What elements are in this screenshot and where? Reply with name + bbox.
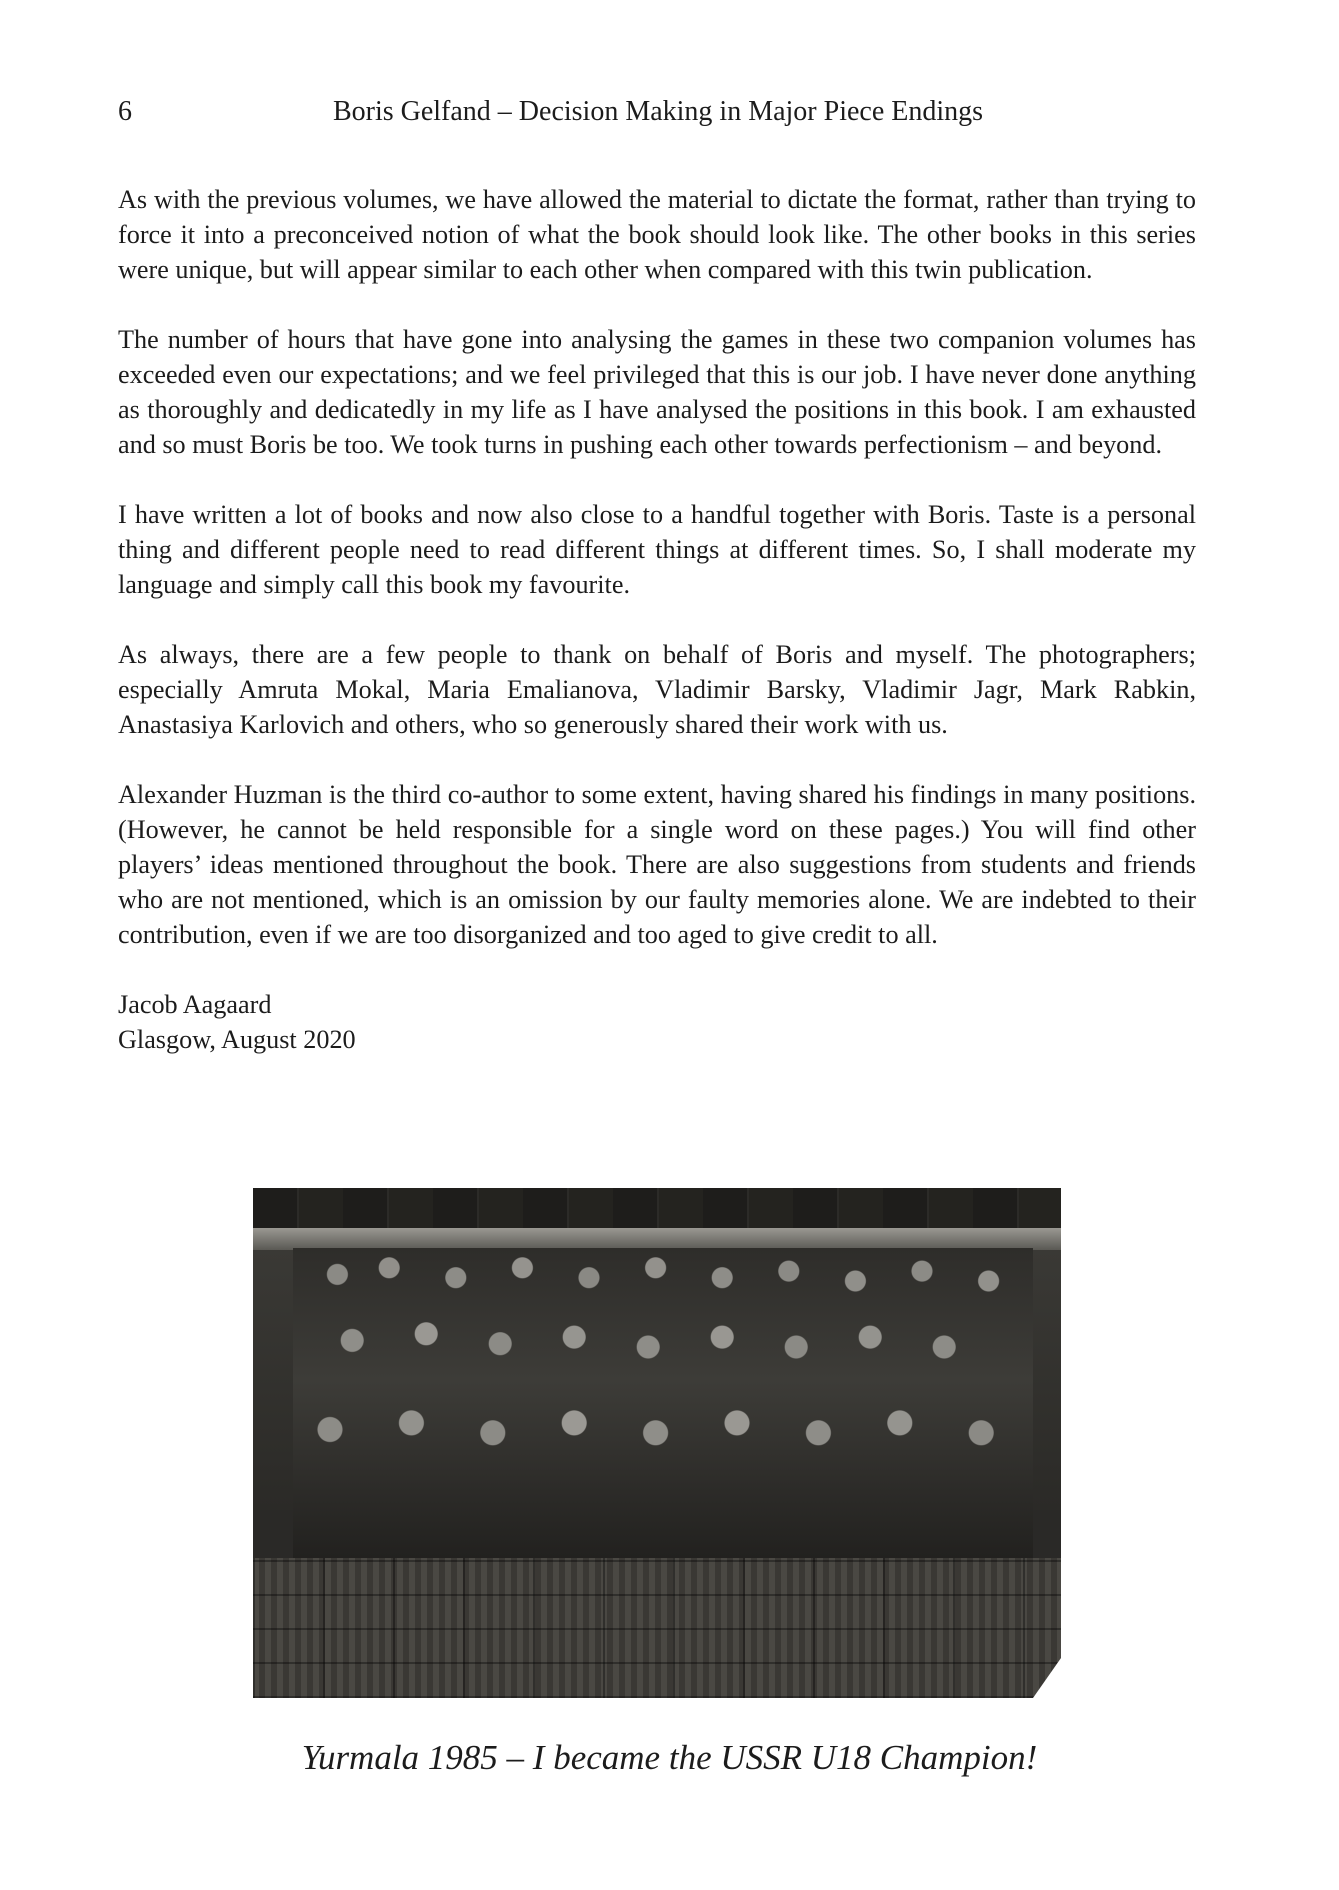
photo-torn-corner: [1033, 1658, 1061, 1698]
paragraph: I have written a lot of books and now also close to a handful together with Boris. Taste is a personal thing and different people need to read different things at different times. So, I shall moderate my language and simply call this book my favourite.: [118, 500, 1196, 599]
page-number: 6: [118, 96, 132, 127]
body-text: [118, 182, 1196, 1057]
photo-group-of-people: [293, 1248, 1033, 1578]
photo-caption: Yurmala 1985 – I became the USSR U18 Champion!: [301, 1738, 1038, 1777]
signature-place-date: Glasgow, August 2020: [118, 1025, 356, 1054]
running-head: [118, 92, 1198, 132]
running-title: Boris Gelfand – Decision Making in Major Piece Endings: [332, 96, 984, 127]
paragraph: The number of hours that have gone into analysing the games in these two companion volumes has exceeded even our expectations; and we feel privileged that this is our job. I have never done anything as thoroughly and dedicatedly in my life as I have analysed the positions in this book. I am exhausted and so must Boris be too. We took turns in pushing each other towards perfectionism – and beyond.: [118, 325, 1196, 459]
signature: [118, 987, 1196, 1057]
paragraph: Alexander Huzman is the third co-author to some extent, having shared his findings in many positions. (However, he cannot be held responsible for a single word on these pages.) You will find other players’ ideas mentioned throughout the book. There are also suggestions from students and friends who are not mentioned, which is an omission by our faulty memories alone. We are indebted to their contribution, even if we are too disorganized and too aged to give credit to all.: [118, 780, 1196, 949]
photo-parquet-floor: [253, 1558, 1061, 1698]
group-photo: [253, 1188, 1061, 1698]
photo-ceiling-strip: [253, 1228, 1061, 1250]
paragraph: As with the previous volumes, we have allowed the material to dictate the format, rather than trying to force it into a preconceived notion of what the book should look like. The other books in this series were unique, but will appear similar to each other when compared with this twin publication.: [118, 185, 1196, 284]
paragraph: As always, there are a few people to thank on behalf of Boris and myself. The photographers; especially Amruta Mokal, Maria Emalianova, Vladimir Barsky, Vladimir Jagr, Mark Rabkin, Anastasiya Karlovich and others, who so generously shared their work with us.: [118, 640, 1196, 739]
photo-wall-panels: [253, 1188, 1061, 1228]
signature-name: Jacob Aagaard: [118, 990, 272, 1019]
